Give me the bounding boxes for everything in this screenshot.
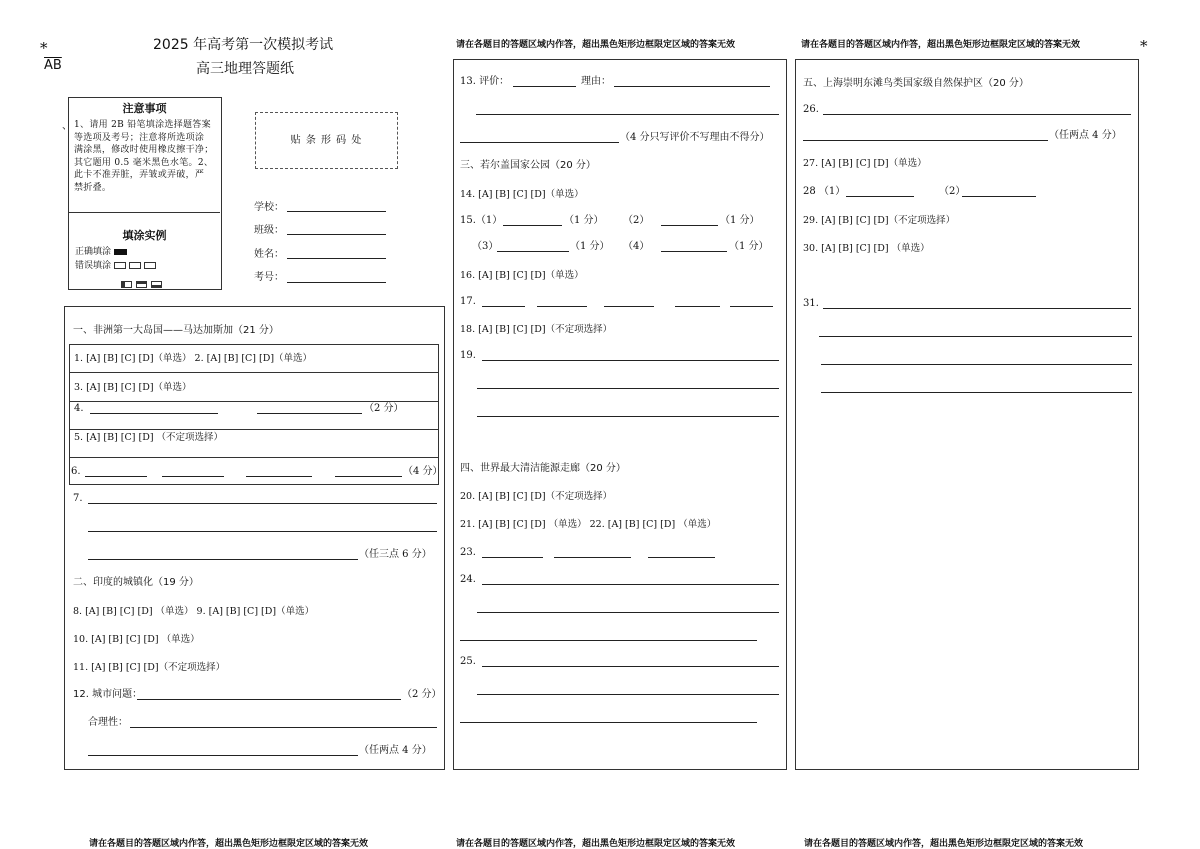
q31-line-4[interactable] <box>821 392 1132 393</box>
section-2-title: 二、印度的城镇化（19 分） <box>73 577 199 588</box>
question-13-label: 13. 评价： <box>460 76 510 87</box>
notice-text: 1、请用 2B 铅笔填涂选择题答案 等选项及考号；注意将所选项涂 满涂黑，修改时使用橡皮擦干净； 其它题用 0.5 毫米黑色水笔。2、 此卡不准弄脏，弄皱或弄破，严 禁折叠。 <box>74 120 214 193</box>
q6-blank-1[interactable] <box>85 476 147 477</box>
q26-score: （任两点 4 分） <box>1049 130 1122 141</box>
q28-2-label: （2） <box>939 186 966 197</box>
question-12-label: 12. 城市问题： <box>73 689 143 700</box>
q6-blank-3[interactable] <box>246 476 312 477</box>
question-7-label: 7. <box>73 493 83 504</box>
warning-bottom-col2: 请在各题目的答题区域内作答，超出黑色矩形边框限定区域的答案无效 <box>456 839 736 849</box>
q25-line-3[interactable] <box>460 722 757 723</box>
fill-example-title: 填涂实例 <box>122 229 167 242</box>
question-31-label: 31. <box>803 298 819 309</box>
q7-score: （任三点 6 分） <box>359 549 432 560</box>
q17-blank-3[interactable] <box>604 306 654 307</box>
q31-line-3[interactable] <box>821 364 1132 365</box>
q13-reason-label: 理由： <box>581 76 611 87</box>
q28-2-blank[interactable] <box>962 196 1036 197</box>
check-mark-icon <box>114 262 126 269</box>
question-11[interactable]: 11. [A] [B] [C] [D]（不定项选择） <box>73 662 226 673</box>
q15-1-blank[interactable] <box>503 225 562 226</box>
q24-line-1[interactable] <box>482 584 779 585</box>
question-20[interactable]: 20. [A] [B] [C] [D]（不定项选择） <box>460 491 613 502</box>
q12-reason-line-1[interactable] <box>130 727 437 728</box>
school-label: 学校： <box>254 202 284 213</box>
q26-line-2[interactable] <box>803 140 1048 141</box>
q28-1-label: 28 （1） <box>803 186 846 197</box>
q13-reason-line-3[interactable] <box>460 142 619 143</box>
q17-blank-4[interactable] <box>675 306 720 307</box>
notice-title: 注意事项 <box>122 102 167 115</box>
question-23-label: 23. <box>460 547 476 558</box>
question-6-label: 6. <box>71 466 81 477</box>
q19-line-1[interactable] <box>482 360 779 361</box>
q4-score: （2 分） <box>364 403 404 414</box>
q15-3-blank[interactable] <box>497 251 569 252</box>
filled-mark-icon <box>114 249 127 255</box>
question-30[interactable]: 30. [A] [B] [C] [D] （单选） <box>803 243 930 254</box>
q25-line-2[interactable] <box>477 694 779 695</box>
question-26-label: 26. <box>803 104 819 115</box>
ab-mark: $\overline{AB}$ <box>44 58 62 73</box>
class-label: 班级： <box>254 225 284 236</box>
question-1-2[interactable]: 1. [A] [B] [C] [D]（单选） 2. [A] [B] [C] [D]（单选） <box>74 353 313 364</box>
q13-reason-line-1[interactable] <box>614 86 770 87</box>
q7-line-3[interactable] <box>88 559 358 560</box>
warning-top-col3: 请在各题目的答题区域内作答，超出黑色矩形边框限定区域的答案无效 <box>801 40 1081 50</box>
question-3[interactable]: 3. [A] [B] [C] [D]（单选） <box>74 382 192 393</box>
q23-blank-1[interactable] <box>482 557 543 558</box>
q12-city-problem-line[interactable] <box>137 699 401 700</box>
q19-line-2[interactable] <box>477 388 779 389</box>
exam-subtitle: 高三地理答题纸 <box>196 61 294 77</box>
q31-line-1[interactable] <box>823 308 1131 309</box>
bad-mark-samples <box>121 280 162 291</box>
question-29[interactable]: 29. [A] [B] [C] [D]（不定项选择） <box>803 215 956 226</box>
q7-line-1[interactable] <box>88 503 437 504</box>
warning-top-col2: 请在各题目的答题区域内作答，超出黑色矩形边框限定区域的答案无效 <box>456 40 736 50</box>
q31-line-2[interactable] <box>819 336 1132 337</box>
q19-line-3[interactable] <box>477 416 779 417</box>
question-17-label: 17. <box>460 296 476 307</box>
asterisk-right: * <box>1140 37 1148 55</box>
question-21-22[interactable]: 21. [A] [B] [C] [D] （单选） 22. [A] [B] [C] [D] （单选） <box>460 519 717 530</box>
question-27[interactable]: 27. [A] [B] [C] [D]（单选） <box>803 158 927 169</box>
q24-line-3[interactable] <box>460 640 757 641</box>
question-10[interactable]: 10. [A] [B] [C] [D] （单选） <box>73 634 200 645</box>
q12-score-2: （任两点 4 分） <box>359 745 432 756</box>
q6-blank-4[interactable] <box>335 476 402 477</box>
question-16[interactable]: 16. [A] [B] [C] [D]（单选） <box>460 270 584 281</box>
question-8-9[interactable]: 8. [A] [B] [C] [D] （单选） 9. [A] [B] [C] [D]（单选） <box>73 606 315 617</box>
q15-1-score: （1 分） <box>564 215 604 226</box>
question-19-label: 19. <box>460 350 476 361</box>
q15-4-blank[interactable] <box>661 251 727 252</box>
wrong-fill-label: 错误填涂 <box>75 260 159 272</box>
exam-no-label: 考号： <box>254 272 284 283</box>
q12-reason-line-2[interactable] <box>88 755 358 756</box>
school-field[interactable] <box>287 211 386 212</box>
q4-blank-2[interactable] <box>257 413 362 414</box>
question-4-label: 4. <box>74 403 84 414</box>
q28-1-blank[interactable] <box>846 196 914 197</box>
section-1-title: 一、非洲第一大岛国——马达加斯加（21 分） <box>73 325 279 336</box>
q13-score: （4 分只写评价不写理由不得分） <box>620 132 770 143</box>
question-14[interactable]: 14. [A] [B] [C] [D]（单选） <box>460 189 584 200</box>
q7-line-2[interactable] <box>88 531 437 532</box>
q15-4-score: （1 分） <box>729 241 769 252</box>
empty-mark-icon <box>144 262 156 269</box>
name-label: 姓名： <box>254 249 284 260</box>
correct-fill-label: 正确填涂 <box>75 246 127 258</box>
q6-blank-2[interactable] <box>162 476 224 477</box>
q15-4-label: （4） <box>623 241 650 252</box>
exam-title: 2025 年高考第一次模拟考试 <box>153 37 334 53</box>
section-4-title: 四、世界最大清洁能源走廊（20 分） <box>460 463 626 474</box>
question-18[interactable]: 18. [A] [B] [C] [D]（不定项选择） <box>460 324 613 335</box>
q25-line-1[interactable] <box>482 666 779 667</box>
question-25-label: 25. <box>460 656 476 667</box>
warning-bottom-col3: 请在各题目的答题区域内作答，超出黑色矩形边框限定区域的答案无效 <box>804 839 1084 849</box>
q15-2-score: （1 分） <box>720 215 760 226</box>
asterisk-left: * <box>40 39 48 57</box>
q17-blank-1[interactable] <box>482 306 525 307</box>
q6-score: （4 分） <box>403 466 443 477</box>
question-24-label: 24. <box>460 574 476 585</box>
barcode-area <box>255 112 398 169</box>
exam-no-field[interactable] <box>287 282 386 283</box>
q15-3-score: （1 分） <box>570 241 610 252</box>
class-field[interactable] <box>287 234 386 235</box>
q26-line-1[interactable] <box>823 114 1131 115</box>
section-3-title: 三、若尔盖国家公园（20 分） <box>460 160 596 171</box>
question-5[interactable]: 5. [A] [B] [C] [D] （不定项选择） <box>74 432 224 443</box>
q24-line-2[interactable] <box>477 612 779 613</box>
q12-score: （2 分） <box>402 689 442 700</box>
warning-bottom-col1: 请在各题目的答题区域内作答，超出黑色矩形边框限定区域的答案无效 <box>89 839 369 849</box>
q15-2-label: （2） <box>623 215 650 226</box>
barcode-label: 贴 条 形 码 处 <box>290 135 363 146</box>
cross-mark-icon <box>129 262 141 269</box>
q17-blank-5[interactable] <box>730 306 773 307</box>
q15-3-label: （3） <box>472 241 499 252</box>
q4-blank-1[interactable] <box>90 413 218 414</box>
name-field[interactable] <box>287 258 386 259</box>
q13-evaluation-blank[interactable] <box>513 86 576 87</box>
q15-2-blank[interactable] <box>661 225 718 226</box>
section-5-title: 五、上海崇明东滩鸟类国家级自然保护区（20 分） <box>803 78 1029 89</box>
notice-box <box>68 97 222 290</box>
q23-blank-2[interactable] <box>554 557 631 558</box>
q12-reason-label: 合理性： <box>88 717 128 728</box>
q17-blank-2[interactable] <box>537 306 587 307</box>
q15-1-label: 15.（1） <box>460 215 503 226</box>
q13-reason-line-2[interactable] <box>476 114 779 115</box>
q23-blank-3[interactable] <box>648 557 715 558</box>
